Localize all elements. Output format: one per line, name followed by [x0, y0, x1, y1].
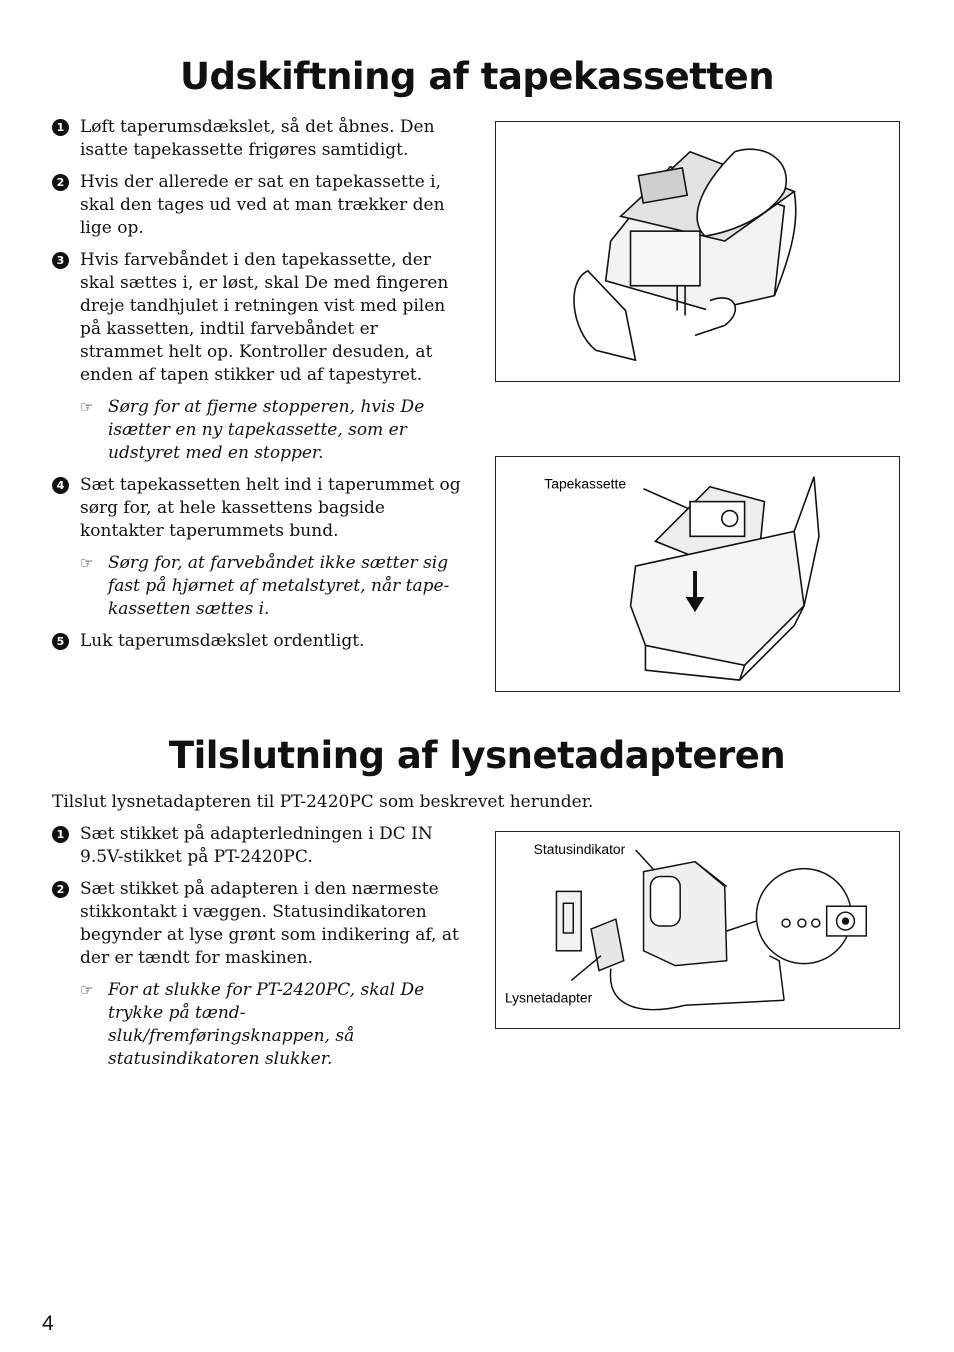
step-number: 1	[52, 119, 69, 136]
section-title-tape: Udskiftning af tapekassetten	[179, 55, 775, 98]
step-2	[52, 171, 462, 240]
pointing-hand-icon: ☞	[80, 554, 94, 572]
step-2	[52, 878, 462, 970]
step-4	[52, 474, 462, 543]
step-number: 2	[52, 881, 69, 898]
step-text: Sæt tapekassetten helt ind i taperummet og sørg for, at hele kassettens bagside kontakter taperummets bund.	[80, 475, 461, 541]
step-1	[52, 116, 462, 162]
open-cover-illustration	[496, 122, 899, 381]
adapter-illustration	[496, 832, 899, 1028]
note-text: Sørg for at fjerne stopperen, hvis De isætter en ny tapekassette, som er udstyret med en stopper.	[108, 397, 425, 463]
pointing-hand-icon: ☞	[80, 398, 94, 416]
step-text: Hvis der allerede er sat en tapekassette i, skal den tages ud ved at man trækker den lige op.	[80, 172, 445, 238]
step-number: 1	[52, 826, 69, 843]
step-5	[52, 630, 462, 653]
note-ribbon	[52, 552, 462, 621]
insert-cassette-illustration	[496, 457, 899, 691]
step-number: 3	[52, 252, 69, 269]
label-tapekassette: Tapekassette	[544, 475, 627, 492]
section-title-adapter: Tilslutning af lysnetadapteren	[168, 734, 786, 777]
step-3	[52, 249, 462, 387]
step-number: 5	[52, 633, 69, 650]
note-stopper	[52, 396, 462, 465]
label-statusindikator: Statusindikator	[533, 840, 626, 857]
step-number: 4	[52, 477, 69, 494]
step-number: 2	[52, 174, 69, 191]
figure-open-cover	[495, 121, 900, 382]
label-lysnetadapter: Lysnetadapter	[504, 989, 593, 1006]
adapter-steps-list	[52, 823, 462, 1080]
page-number: 4	[42, 1312, 54, 1335]
step-text: Sæt stikket på adapterledningen i DC IN 9.5V-stikket på PT-2420PC.	[80, 824, 433, 867]
step-text: Sæt stikket på adapteren i den nærmeste stikkontakt i væggen. Statusindikatoren begynder at lyse grønt som indikering af, at der er tændt for maskinen.	[80, 879, 459, 968]
figure-adapter	[495, 831, 900, 1029]
adapter-intro: Tilslut lysnetadapteren til PT-2420PC som beskrevet herunder.	[52, 792, 594, 812]
pointing-hand-icon: ☞	[80, 981, 94, 999]
figure-insert-cassette	[495, 456, 900, 692]
step-1	[52, 823, 462, 869]
note-text: Sørg for, at farvebåndet ikke sætter sig fast på hjørnet af metalstyret, når tape-kassetten sættes i.	[108, 553, 450, 619]
note-power-off	[52, 979, 462, 1071]
tape-steps-list	[52, 116, 462, 662]
step-text: Luk taperumsdækslet ordentligt.	[80, 631, 365, 651]
step-text: Hvis farvebåndet i den tapekassette, der skal sættes i, er løst, skal De med fingeren dreje tandhjulet i retningen vist med pilen på kassetten, indtil farvebåndet er strammet helt op. Kontroller desuden, at enden af tapen stikker ud af tapestyret.	[80, 250, 449, 385]
step-text: Løft taperumsdækslet, så det åbnes. Den isatte tapekassette frigøres samtidigt.	[80, 117, 435, 160]
note-text: For at slukke for PT-2420PC, skal De trykke på tænd-sluk/fremføringsknappen, så statusindikatoren slukker.	[108, 980, 425, 1069]
